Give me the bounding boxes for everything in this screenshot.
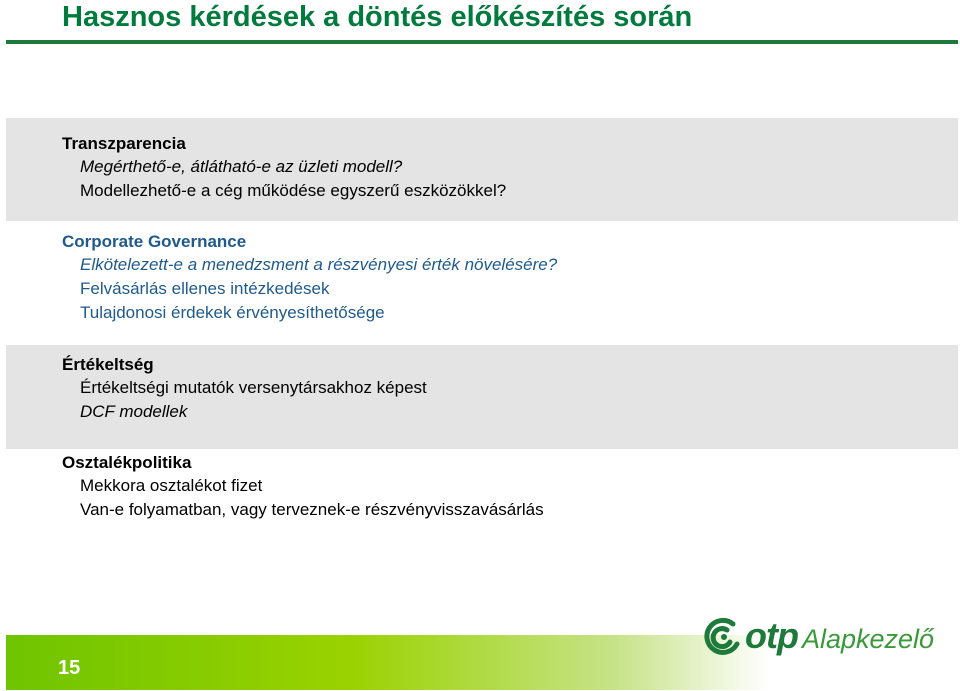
section-item: Mekkora osztalékot fizet (80, 476, 263, 495)
brand-logo (745, 614, 934, 666)
section-item: Megérthető-e, átlátható-e az üzleti modell? (80, 157, 403, 176)
section-heading-ertekeltseg: Értékeltség (62, 355, 154, 374)
page-number: 15 (58, 657, 81, 679)
section-item: Elkötelezett-e a menedzsment a részvényesi érték növelésére? (80, 255, 558, 274)
section-item: DCF modellek (80, 402, 188, 421)
title-divider (6, 40, 958, 44)
logo-brand-text: otp (745, 615, 798, 656)
section-item: Tulajdonosi érdekek érvényesíthetősége (80, 303, 385, 322)
section-item: Értékeltségi mutatók versenytársakhoz képest (80, 378, 427, 397)
section-item: Felvásárlás ellenes intézkedések (80, 279, 330, 298)
logo-sub-text: Alapkezelő (801, 624, 935, 654)
section-heading-governance: Corporate Governance (62, 232, 247, 251)
footer-bar (6, 635, 770, 690)
page-title: Hasznos kérdések a döntés előkészítés során (62, 1, 693, 33)
section-item: Modellezhető-e a cég működése egyszerű eszközökkel? (80, 181, 507, 200)
section-heading-osztalek: Osztalékpolitika (62, 453, 192, 472)
section-heading-transzparencia: Transzparencia (62, 134, 186, 153)
section-item: Van-e folyamatban, vagy terveznek-e részvényvisszavásárlás (80, 500, 544, 519)
